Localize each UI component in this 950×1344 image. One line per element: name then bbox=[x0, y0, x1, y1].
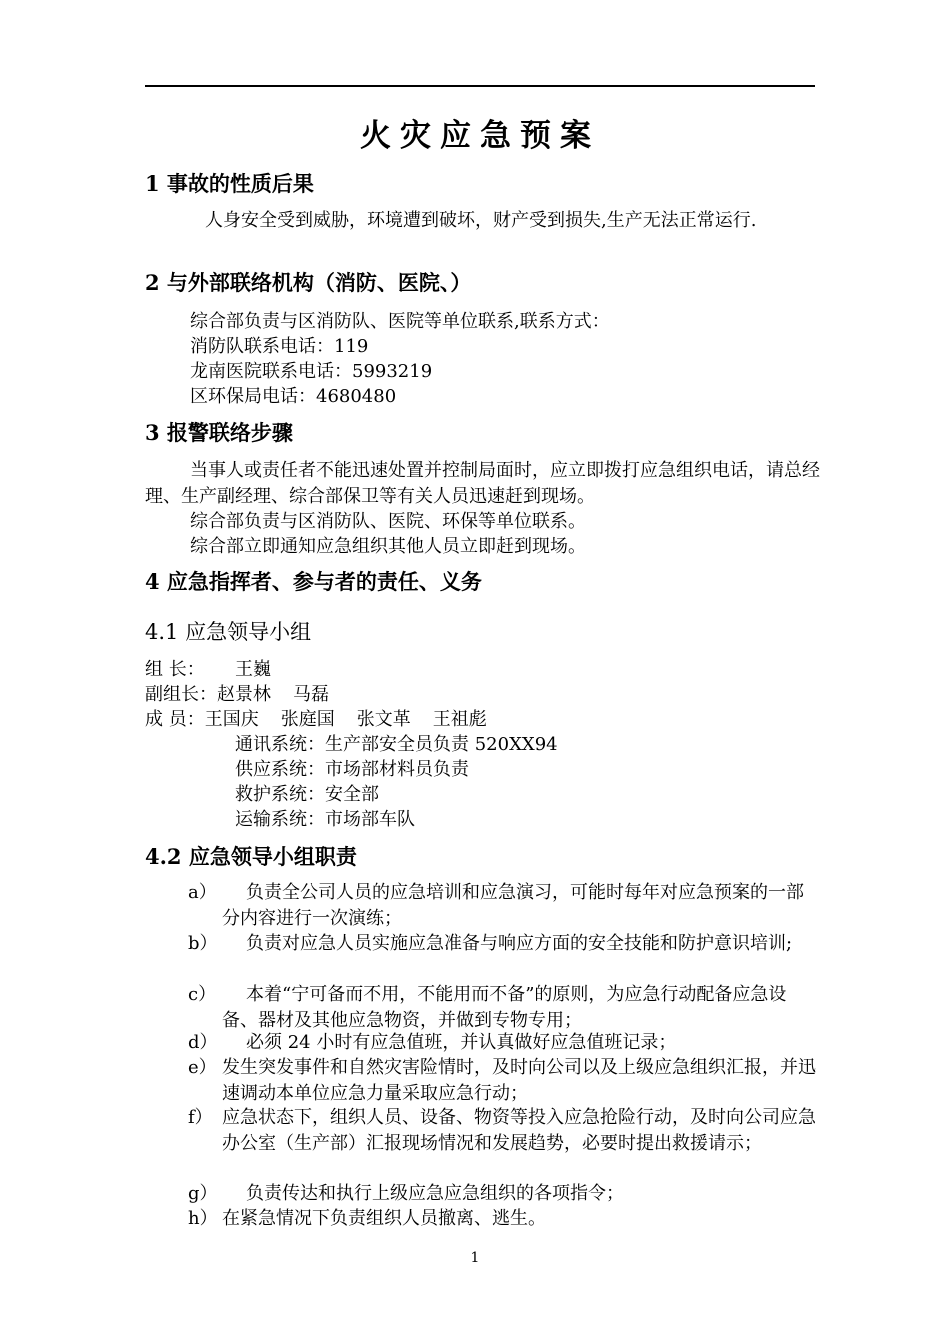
system-supply: 供应系统：市场部材料员负责 bbox=[235, 759, 469, 780]
subsection-4-2: 4.2 应急领导小组职责 bbox=[145, 844, 357, 869]
leader-label: 组 长： bbox=[145, 659, 205, 680]
system-transport: 运输系统：市场部车队 bbox=[235, 809, 415, 830]
hospital-phone: 龙南医院联系电话：5993219 bbox=[190, 361, 433, 382]
member-name: 张文革 bbox=[356, 709, 411, 730]
section-1-heading: 1 事故的性质后果 bbox=[145, 171, 314, 196]
epb-phone: 区环保局电话：4680480 bbox=[190, 386, 397, 407]
leader-name: 王巍 bbox=[235, 659, 271, 680]
member-row bbox=[145, 707, 509, 732]
duty-item: f） 应急状态下，组织人员、设备、物资等投入应急抢险行动，及时向公司应急办公室（生产部）汇报现场情况和发展趋势，必要时提出救援请示； bbox=[188, 1107, 816, 1154]
deputy-label: 副组长： bbox=[145, 684, 217, 705]
deputy-name: 赵景林 bbox=[217, 684, 271, 705]
page-number: 1 bbox=[470, 1250, 480, 1266]
duty-item: a） 负责全公司人员的应急培训和应急演习，可能时每年对应急预案的一部分内容进行一次演练； bbox=[188, 882, 804, 929]
system-comm: 通讯系统：生产部安全员负责 520XX94 bbox=[235, 734, 558, 755]
section-2-heading: 2 与外部联络机构（消防、医院、） bbox=[145, 270, 472, 295]
document-title: 火灾应急预案 bbox=[360, 118, 600, 154]
system-rescue: 救护系统：安全部 bbox=[235, 784, 379, 805]
deputy-name: 马磊 bbox=[293, 684, 329, 705]
duty-item: b） 负责对应急人员实施应急准备与响应方面的安全技能和防护意识培训; bbox=[188, 933, 793, 954]
member-name: 王国庆 bbox=[204, 709, 259, 730]
member-name: 王祖彪 bbox=[432, 709, 487, 730]
section-4-heading: 4 应急指挥者、参与者的责任、义务 bbox=[145, 569, 482, 594]
member-name: 张庭国 bbox=[280, 709, 335, 730]
subsection-4-1: 4.1 应急领导小组 bbox=[145, 620, 312, 644]
section-3-p1: 当事人或责任者不能迅速处置并控制局面时，应立即拨打应急组织电话，请总经理、生产副经理、综合部保卫等有关人员迅速赶到现场。 bbox=[145, 460, 820, 507]
section-3-heading: 3 报警联络步骤 bbox=[145, 420, 293, 445]
leader-row bbox=[145, 657, 293, 682]
duty-item: d） 必须 24 小时有应急值班，并认真做好应急值班记录； bbox=[188, 1032, 677, 1053]
header-rule bbox=[145, 85, 815, 87]
duty-item: c） 本着“宁可备而不用，不能用而不备”的原则，为应急行动配备应急设备、器材及其他应急物资，并做到专物专用； bbox=[188, 984, 787, 1031]
fire-phone: 消防队联系电话：119 bbox=[190, 336, 369, 357]
section-1-text: 人身安全受到威胁，环境遭到破坏，财产受到损失,生产无法正常运行. bbox=[205, 210, 757, 231]
contact-intro: 综合部负责与区消防队、医院等单位联系,联系方式： bbox=[190, 311, 610, 332]
member-label: 成 员： bbox=[145, 709, 205, 730]
section-3-p3: 综合部立即通知应急组织其他人员立即赶到现场。 bbox=[190, 536, 586, 557]
deputy-row bbox=[145, 682, 351, 707]
section-3-p2: 综合部负责与区消防队、医院、环保等单位联系。 bbox=[190, 511, 586, 532]
duty-item: g） 负责传达和执行上级应急应急组织的各项指令； bbox=[188, 1183, 624, 1204]
duty-item: h） 在紧急情况下负责组织人员撤离、逃生。 bbox=[188, 1208, 546, 1229]
duty-item: e） 发生突发事件和自然灾害险情时，及时向公司以及上级应急组织汇报，并迅速调动本单位应急力量采取应急行动； bbox=[188, 1057, 816, 1104]
